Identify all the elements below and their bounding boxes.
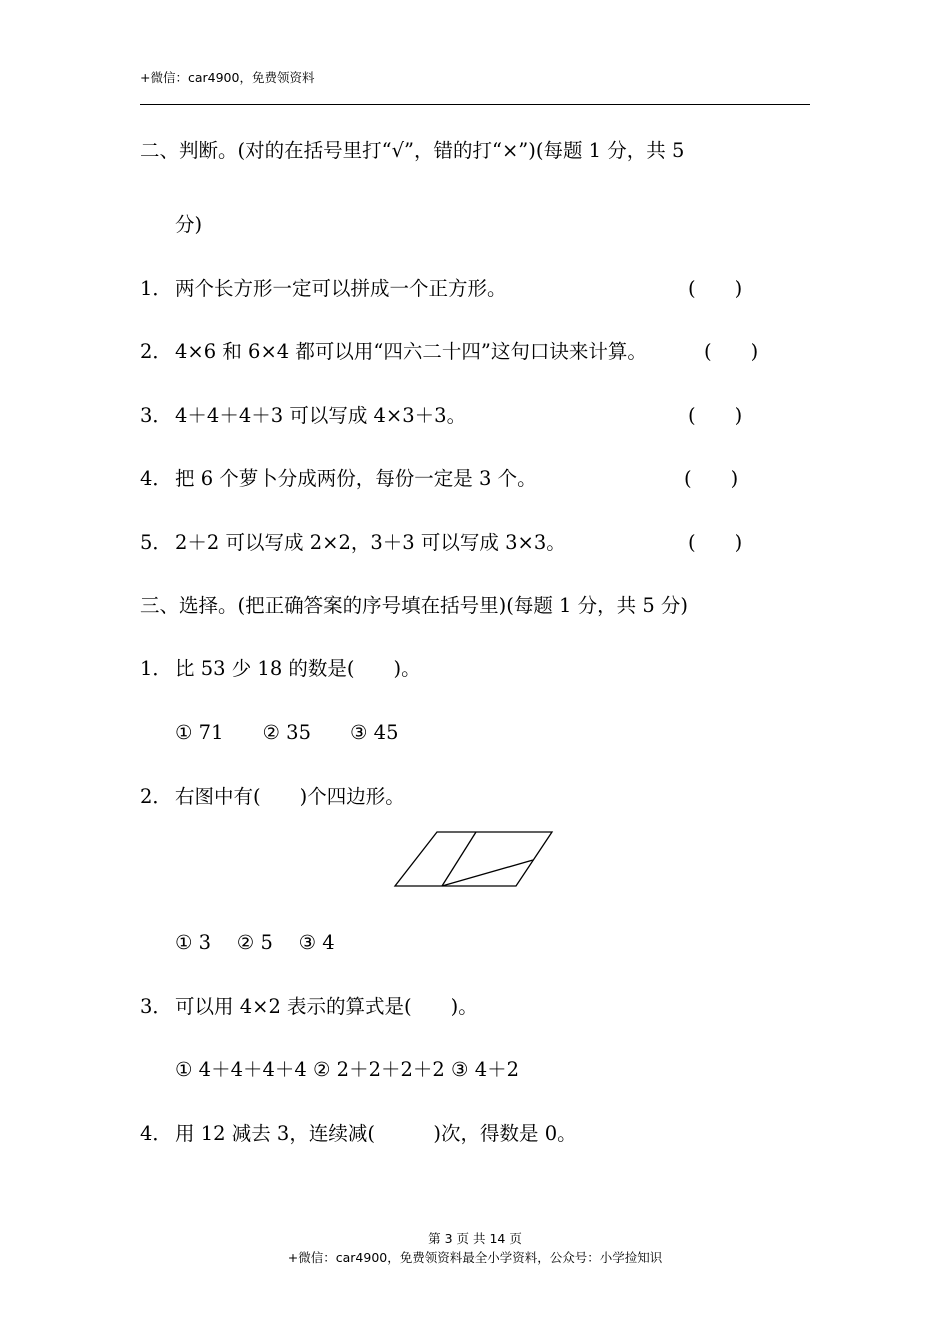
choice-item-1-text: 比 53 少 18 的数是( )。	[175, 657, 421, 680]
choice-item-3-text: 可以用 4×2 表示的算式是( )。	[175, 995, 478, 1018]
choice-item-2-text: 右图中有( )个四边形。	[175, 785, 405, 808]
page-number: 第 3 页 共 14 页	[428, 1231, 522, 1246]
choice-item-4-num: 4．	[140, 1122, 172, 1145]
judge-item-2-answer: ( )	[704, 340, 759, 363]
choice-item-3-options: ① 4＋4＋4＋4 ② 2＋2＋2＋2 ③ 4＋2	[175, 1058, 520, 1081]
judge-item-5-answer: ( )	[688, 531, 743, 554]
judge-item-1-answer: ( )	[688, 277, 743, 300]
quadrilateral-diagram	[392, 828, 556, 890]
choice-item-1-options: ① 71 ② 35 ③ 45	[175, 721, 399, 744]
outer-parallelogram	[395, 832, 552, 886]
quadrilateral-figure	[392, 828, 556, 894]
judge-item-4-num: 4．	[140, 467, 172, 490]
judge-item-3-answer: ( )	[688, 404, 743, 427]
choice-item-3-num: 3．	[140, 995, 172, 1018]
judge-item-3-num: 3．	[140, 404, 172, 427]
choice-item-1-num: 1．	[140, 657, 172, 680]
section3-title: 三、选择。(把正确答案的序号填在括号里)(每题 1 分，共 5 分)	[140, 594, 689, 617]
choice-item-2-num: 2．	[140, 785, 172, 808]
judge-item-2-text: 4×6 和 6×4 都可以用“四六二十四”这句口诀来计算。	[175, 340, 647, 363]
judge-item-3-text: 4＋4＋4＋3 可以写成 4×3＋3。	[175, 404, 467, 427]
judge-item-1-text: 两个长方形一定可以拼成一个正方形。	[175, 277, 507, 300]
choice-item-2-options: ① 3 ② 5 ③ 4	[175, 931, 335, 954]
page-header: +微信：car4900，免费领资料	[140, 70, 315, 85]
section2-title-cont: 分)	[175, 213, 203, 236]
judge-item-4-answer: ( )	[684, 467, 739, 490]
choice-item-4-text: 用 12 减去 3，连续减( )次，得数是 0。	[175, 1122, 577, 1145]
section2-title: 二、判断。(对的在括号里打“√”，错的打“×”)(每题 1 分，共 5	[140, 139, 685, 162]
judge-item-5-num: 5．	[140, 531, 172, 554]
footer-contact: +微信：car4900，免费领资料最全小学资料，公众号：小学捡知识	[287, 1250, 663, 1265]
judge-item-2-num: 2．	[140, 340, 172, 363]
judge-item-4-text: 把 6 个萝卜分成两份，每份一定是 3 个。	[175, 467, 537, 490]
header-divider	[140, 104, 810, 105]
judge-item-1-num: 1．	[140, 277, 172, 300]
judge-item-5-text: 2＋2 可以写成 2×2，3＋3 可以写成 3×3。	[175, 531, 566, 554]
